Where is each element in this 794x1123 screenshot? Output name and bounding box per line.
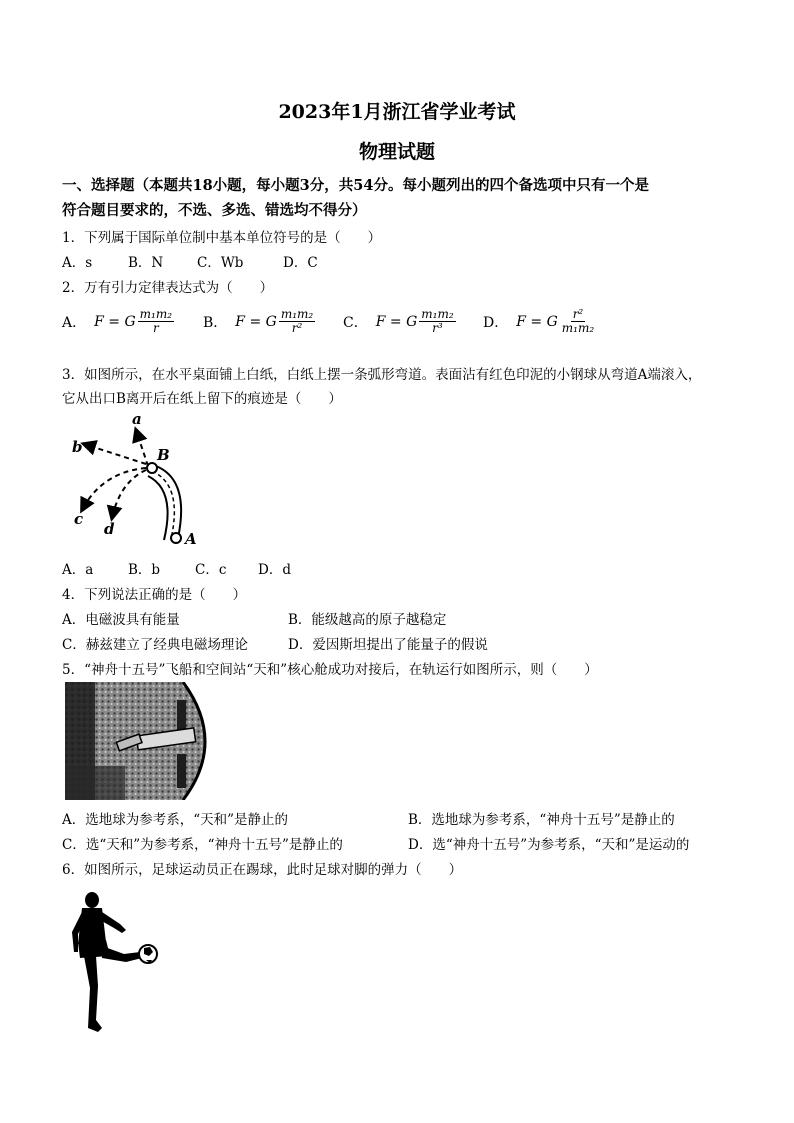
q2-option-b-label: B． xyxy=(203,314,228,331)
q3-option-b: B．b xyxy=(128,562,161,578)
track-outer-edge xyxy=(156,466,181,538)
q2-option-a-fraction xyxy=(138,308,174,335)
q2-option-a-lhs: F = G xyxy=(94,313,136,330)
q2-option-b-numerator: m₁m₂ xyxy=(280,307,314,321)
q2-option-c-denominator: r³ xyxy=(432,321,443,336)
q2-option-a xyxy=(62,308,174,335)
q4-option-d: D．爱因斯坦提出了能量子的假说 xyxy=(288,637,488,653)
fig-label-a: a xyxy=(132,410,142,428)
q3-option-d: D．d xyxy=(258,562,291,578)
q2-option-b-lhs: F = G xyxy=(235,313,277,330)
q5-option-d: D．选“神舟十五号”为参考系，“天和”是运动的 xyxy=(408,837,690,853)
section-heading-line1: 一、选择题（本题共18小题，每小题3分，共54分。每小题列出的四个备选项中只有一个是 xyxy=(62,177,649,194)
q3-option-c: C．c xyxy=(195,562,227,578)
q3-track-figure xyxy=(62,410,222,550)
q2-option-a-denominator: r xyxy=(152,321,159,336)
q2-option-a-numerator: m₁m₂ xyxy=(139,307,173,321)
q2-option-d-denominator: m₁m₂ xyxy=(561,321,595,336)
trajectory-a xyxy=(136,430,148,466)
q5-option-b: B．选地球为参考系，“神舟十五号”是静止的 xyxy=(408,812,675,828)
q2-option-b xyxy=(203,308,315,335)
q2-option-c-numerator: m₁m₂ xyxy=(421,307,454,321)
q3-stem-line2: 它从出口B离开后在纸上留下的痕迹是（ ） xyxy=(62,391,342,407)
q2-option-d-lhs: F = G xyxy=(516,313,558,330)
exam-subtitle: 物理试题 xyxy=(358,141,435,163)
q2-option-c-label: C． xyxy=(343,314,368,331)
ball-at-entry-a xyxy=(171,533,181,543)
q2-option-d-label: D． xyxy=(483,314,509,331)
q3-option-a: A．a xyxy=(62,562,94,578)
trajectory-b xyxy=(84,444,146,464)
fig-label-exit-b: B xyxy=(157,446,170,464)
q1-option-d: D．C xyxy=(283,255,318,271)
q1-option-c: C．Wb xyxy=(197,255,244,271)
player-kicking-leg xyxy=(102,946,142,962)
fig-label-c: c xyxy=(74,510,84,528)
q2-option-d-fraction xyxy=(560,308,596,335)
q3-stem-line1: 3．如图所示，在水平桌面铺上白纸，白纸上摆一条弧形弯道。表面沾有红色印泥的小钢球从弯道A端滚入， xyxy=(62,367,702,383)
q6-stem: 6．如图所示，足球运动员正在踢球，此时足球对脚的弹力（ ） xyxy=(62,862,463,878)
q1-option-a: A．s xyxy=(62,255,93,271)
q4-option-c: C．赫兹建立了经典电磁场理论 xyxy=(62,637,248,653)
q4-stem: 4．下列说法正确的是（ ） xyxy=(62,587,247,603)
player-standing-leg xyxy=(84,956,102,1032)
q5-space-station-photo xyxy=(65,682,241,800)
q2-option-c xyxy=(343,308,456,335)
shadow-bottom xyxy=(65,766,125,800)
q2-option-b-fraction xyxy=(279,308,315,335)
q5-option-a: A．选地球为参考系，“天和”是静止的 xyxy=(62,812,289,828)
trajectory-d xyxy=(112,470,146,518)
q2-option-c-lhs: F = G xyxy=(375,313,418,330)
trajectory-c xyxy=(82,468,146,510)
fig-label-b: b xyxy=(72,438,83,456)
q2-option-a-label: A． xyxy=(62,314,87,331)
fig-label-d: d xyxy=(104,520,115,538)
q5-option-c: C．选“天和”为参考系，“神舟十五号”是静止的 xyxy=(62,837,343,853)
q2-stem: 2．万有引力定律表达式为（ ） xyxy=(62,280,274,296)
q2-option-c-fraction xyxy=(419,308,455,335)
q4-option-a: A．电磁波具有能量 xyxy=(62,612,180,628)
q2-option-d xyxy=(483,308,596,335)
track-inner-edge xyxy=(148,476,168,540)
section-heading-line2: 符合题目要求的，不选、多选、错选均不得分） xyxy=(62,202,367,219)
q1-stem: 1．下列属于国际单位制中基本单位符号的是（ ） xyxy=(62,230,382,246)
q4-option-b: B．能级越高的原子越稳定 xyxy=(288,612,447,628)
q2-option-b-denominator: r² xyxy=(291,321,303,336)
exam-title: 2023年1月浙江省学业考试 xyxy=(278,101,516,123)
q5-stem: 5．“神舟十五号”飞船和空间站“天和”核心舱成功对接后，在轨运行如图所示，则（ ） xyxy=(62,662,598,678)
solar-panel-lower xyxy=(177,754,186,788)
q6-soccer-player-silhouette xyxy=(62,890,162,1038)
q2-option-d-numerator: r² xyxy=(572,307,584,321)
q1-option-b: B．N xyxy=(128,255,164,271)
player-head xyxy=(85,892,99,908)
fig-label-entry-a: A xyxy=(185,530,197,548)
